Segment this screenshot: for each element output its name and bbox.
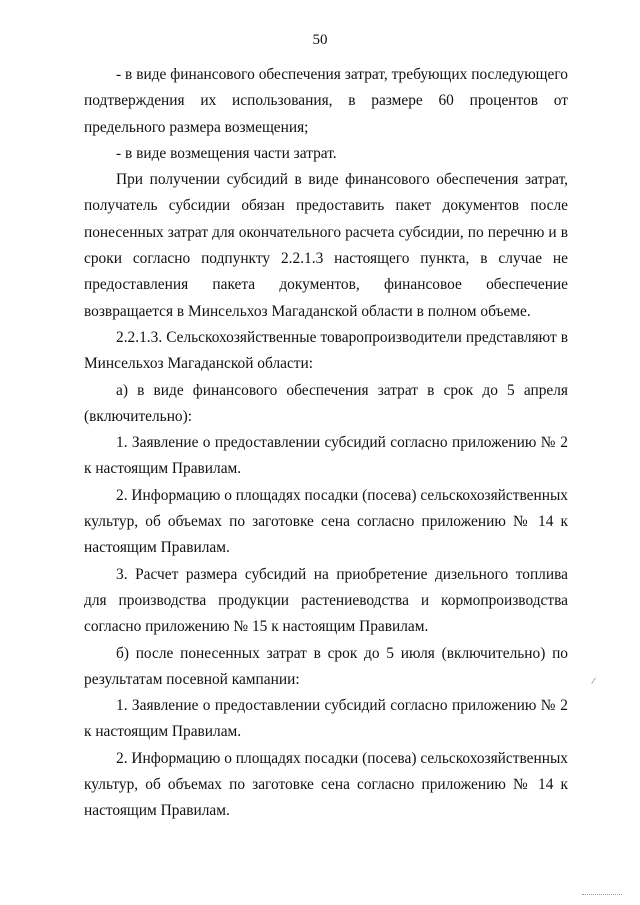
- paragraph-item-b: б) после понесенных затрат в срок до 5 июля (включительно) по результатам посевной кампании:: [84, 644, 568, 688]
- paragraph-bullet-financial-support: - в виде финансового обеспечения затрат, требующих последующего подтверждения их использования, в размере 60 процентов от предельного размера возмещения;: [84, 66, 568, 136]
- paragraph-item-a: а) в виде финансового обеспечения затрат в срок до 5 апреля (включительно):: [84, 381, 568, 425]
- paragraph-a-3-fuel-calculation: 3. Расчет размера субсидий на приобретение дизельного топлива для производства продукции растениеводства и кормопроизводства согласно приложению № 15 к настоящим Правилам.: [84, 565, 568, 636]
- paragraph-b-2-planting-info: 2. Информацию о площадях посадки (посева) сельскохозяйственных культур, об объемах по заготовке сена согласно приложению № 14 к настоящим Правилам.: [84, 749, 568, 820]
- paragraph-section-2-2-1-3: 2.2.1.3. Сельскохозяйственные товаропроизводители представляют в Минсельхоз Магаданской области:: [84, 328, 568, 373]
- paragraph-a-2-planting-info: 2. Информацию о площадях посадки (посева) сельскохозяйственных культур, об объемах по заготовке сена согласно приложению № 14 к настоящим Правилам.: [84, 486, 568, 557]
- page-number: 50: [312, 32, 328, 48]
- document-body: [84, 62, 568, 825]
- scan-mark: /: [590, 675, 597, 688]
- paragraph-bullet-cost-reimbursement: - в виде возмещения части затрат.: [116, 144, 337, 162]
- paragraph-a-1-application: 1. Заявление о предоставлении субсидий согласно приложению № 2 к настоящим Правилам.: [84, 434, 568, 478]
- paragraph-b-1-application: 1. Заявление о предоставлении субсидий согласно приложению № 2 к настоящим Правилам.: [84, 697, 568, 741]
- scan-artifact: [582, 894, 622, 899]
- paragraph-subsidy-obligation: При получении субсидий в виде финансового обеспечения затрат, получатель субсидии обязан предоставить пакет документов после понесенных затрат для окончательного расчета субсидии, по перечню и в сроки согласно подпункту 2.2.1.3 настоящего пункта, в случае не предоставления пакета документов, финансовое обеспечение возвращается в Минсельхоз Магаданской области в полном объеме.: [84, 171, 568, 320]
